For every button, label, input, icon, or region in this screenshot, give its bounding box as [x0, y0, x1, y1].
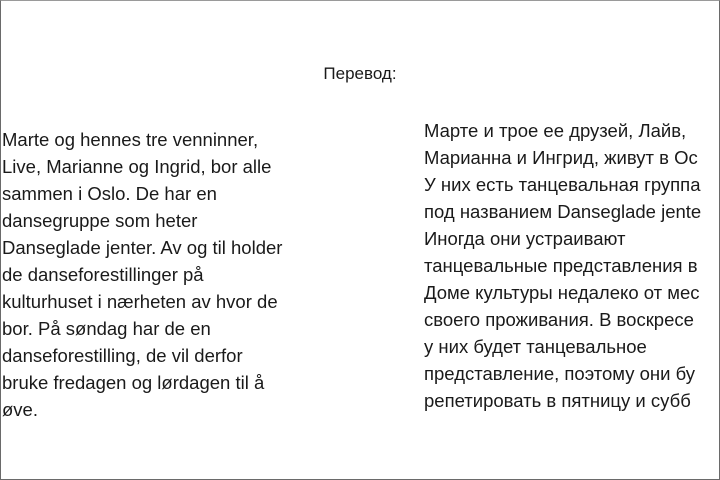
translation-line: под названием Danseglade jente [424, 201, 702, 222]
original-line: sammen i Oslo. De har en [2, 183, 217, 204]
translation-line: Доме культуры недалеко от мес [424, 282, 700, 303]
translation-line: Марте и трое ее друзей, Лайв, [424, 120, 687, 141]
original-line: de danseforestillinger på [2, 264, 204, 285]
original-text-block [2, 126, 332, 423]
translation-text-block [424, 117, 720, 414]
translation-line: танцевальные представления в [424, 255, 698, 276]
original-line: bor. På søndag har de en [2, 318, 211, 339]
translation-line: Иногда они устраивают [424, 228, 626, 249]
original-line: danseforestilling, de vil derfor [2, 345, 243, 366]
translation-line: У них есть танцевальная группа [424, 174, 701, 195]
original-line: dansegruppe som heter [2, 210, 198, 231]
original-line: bruke fredagen og lørdagen til å [2, 372, 265, 393]
translation-heading: Перевод: [323, 64, 397, 83]
translation-line: у них будет танцевальное [424, 336, 647, 357]
translation-line: репетировать в пятницу и субб [424, 390, 691, 411]
translation-line: представление, поэтому они бу [424, 363, 696, 384]
original-line: Marte og hennes tre venninner, [2, 129, 259, 150]
translation-line: Марианна и Ингрид, живут в Ос [424, 147, 698, 168]
original-line: øve. [2, 399, 38, 420]
original-line: Danseglade jenter. Av og til holder [2, 237, 283, 258]
original-line: Live, Marianne og Ingrid, bor alle [2, 156, 272, 177]
original-line: kulturhuset i nærheten av hvor de [2, 291, 278, 312]
translation-line: своего проживания. В воскресе [424, 309, 694, 330]
